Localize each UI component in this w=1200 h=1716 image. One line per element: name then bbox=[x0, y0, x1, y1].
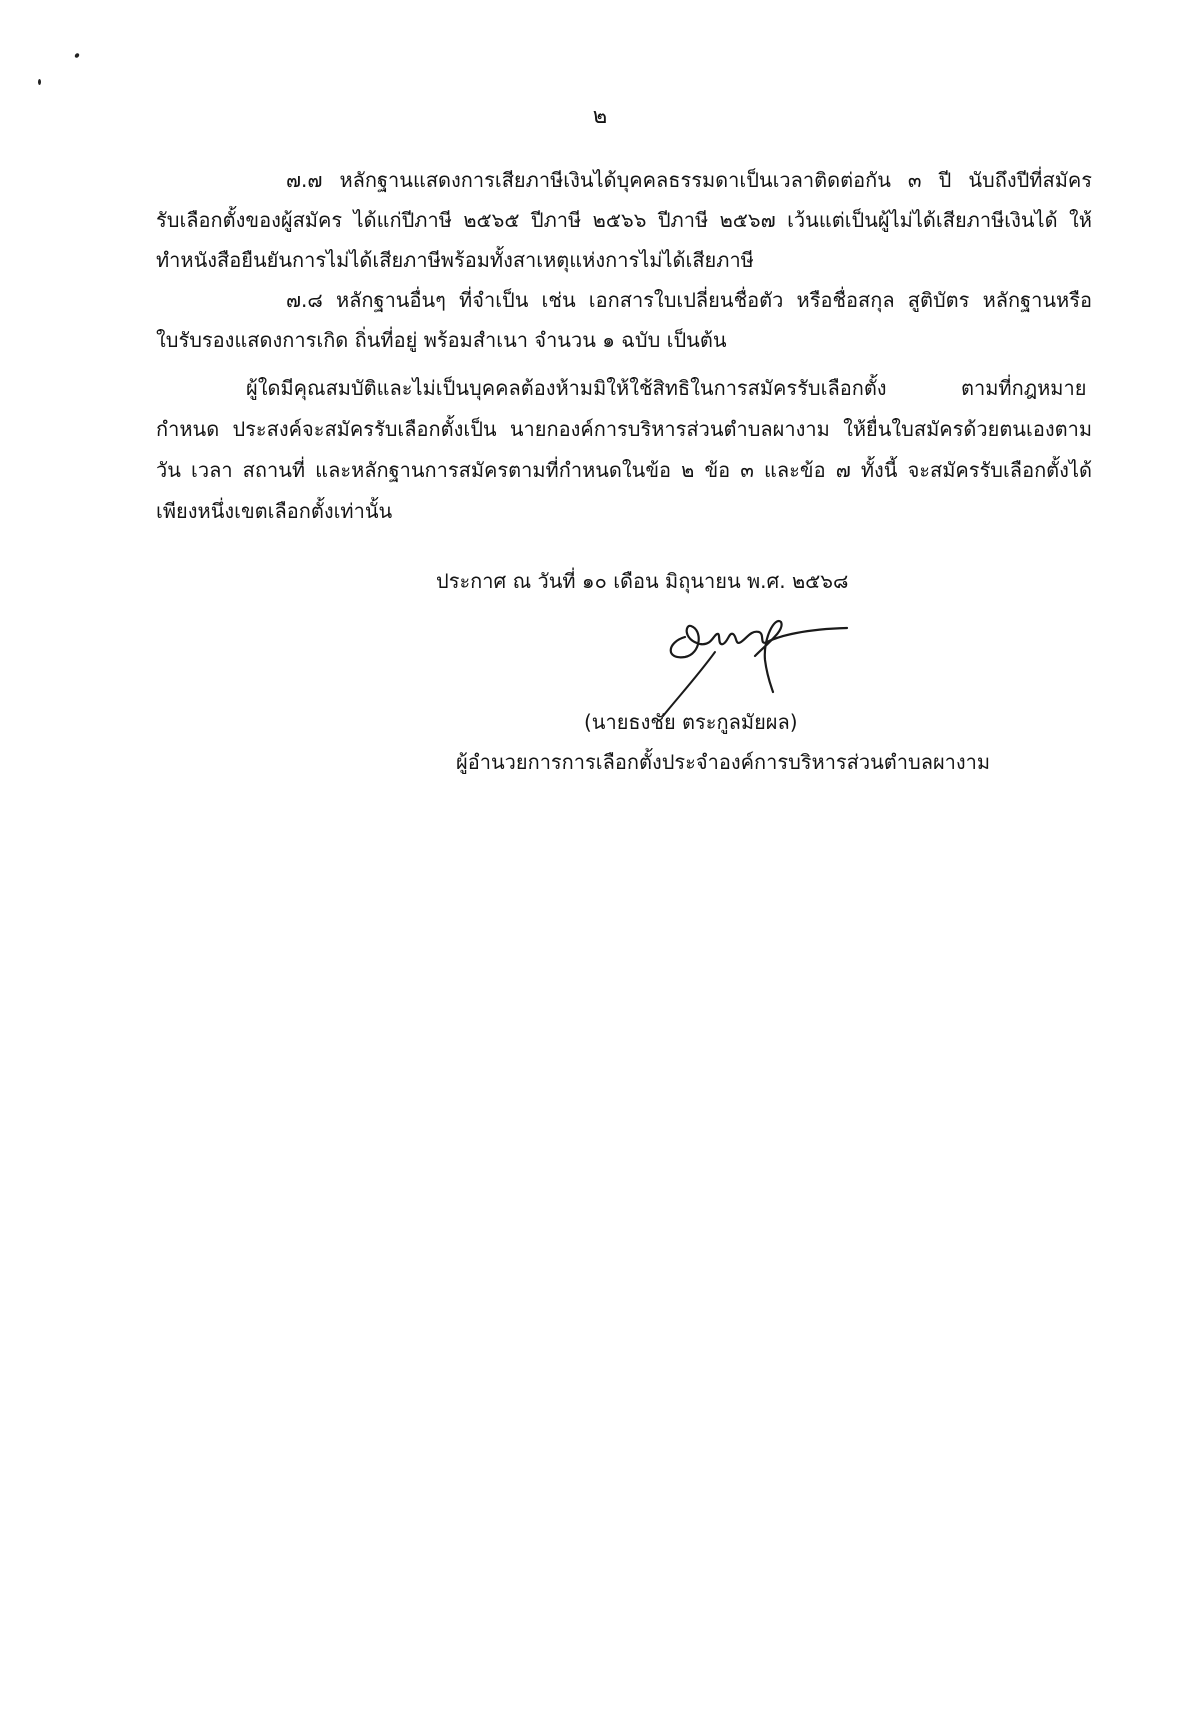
item-7-8-line-2: ใบรับรองแสดงการเกิด ถิ่นที่อยู่ พร้อมสำเนา จำนวน ๑ ฉบับ เป็นต้น bbox=[156, 328, 727, 352]
scan-speck bbox=[74, 52, 80, 58]
closing-line-4: เพียงหนึ่งเขตเลือกตั้งเท่านั้น bbox=[156, 499, 393, 523]
page-number: ๒ bbox=[592, 104, 608, 129]
closing-line-1a: ผู้ใดมีคุณสมบัติและไม่เป็นบุคคลต้องห้ามมิให้ใช้สิทธิในการสมัครรับเลือกตั้ง bbox=[246, 376, 887, 400]
closing-line-2: กำหนด ประสงค์จะสมัครรับเลือกตั้งเป็น นายกองค์การบริหารส่วนตำบลผางาม ให้ยื่นใบสมัครด้วยตนเองตาม bbox=[156, 417, 1092, 441]
closing-line-3: วัน เวลา สถานที่ และหลักฐานการสมัครตามที่กำหนดในข้อ ๒ ข้อ ๓ และข้อ ๗ ทั้งนี้ จะสมัครรับเลือกตั้งได้ bbox=[156, 458, 1092, 482]
closing-line-1b: ตามที่กฎหมาย bbox=[961, 376, 1087, 400]
announcement-date: ประกาศ ณ วันที่ ๑๐ เดือน มิถุนายน พ.ศ. ๒๕๖๘ bbox=[436, 569, 849, 593]
scan-speck bbox=[38, 79, 41, 85]
signer-position: ผู้อำนวยการการเลือกตั้งประจำองค์การบริหารส่วนตำบลผางาม bbox=[456, 750, 991, 774]
item-7-7-line-2: รับเลือกตั้งของผู้สมัคร ได้แก่ปีภาษี ๒๕๖๕ ปีภาษี ๒๕๖๖ ปีภาษี ๒๕๖๗ เว้นแต่เป็นผู้ไม่ได้เสียภาษีเงินได้ ให้ bbox=[156, 208, 1092, 232]
item-7-8-line-1: ๗.๘ หลักฐานอื่นๆ ที่จำเป็น เช่น เอกสารใบเปลี่ยนชื่อตัว หรือชื่อสกุล สูติบัตร หลักฐานหรือ bbox=[286, 288, 1092, 312]
item-7-7-line-1: ๗.๗ หลักฐานแสดงการเสียภาษีเงินได้บุคคลธรรมดาเป็นเวลาติดต่อกัน ๓ ปี นับถึงปีที่สมัคร bbox=[286, 168, 1092, 192]
item-7-7-line-3: ทำหนังสือยืนยันการไม่ได้เสียภาษีพร้อมทั้งสาเหตุแห่งการไม่ได้เสียภาษี bbox=[156, 248, 754, 272]
signer-name: (นายธงชัย ตระกูลมัยผล) bbox=[584, 710, 798, 734]
signature-image bbox=[655, 612, 875, 722]
